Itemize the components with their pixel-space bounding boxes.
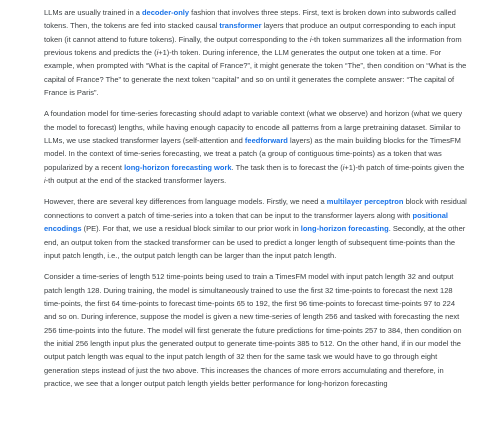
text-run: However, there are several key differences from language models. Firstly, we need a <box>44 197 327 207</box>
text-run: +1)-th token. During inference, the LLM generates the output one token at a time. For example, when prompted with “What is the capital of France?”, it might generate the token “The”, then condition on “What is the capital of France? The” to generate the next token “capital” and so on until it generates the complete answer: “The capital of France is Paris”. <box>44 48 467 98</box>
math-variable-i: i <box>309 34 312 44</box>
math-variable-i: i <box>342 162 345 172</box>
text-run: -th token summarizes all the information from previous tokens and predicts the ( <box>44 34 462 58</box>
link-positional-encodings[interactable]: positional encodings <box>44 210 448 234</box>
text-run: . Secondly, at the other end, an output token from the stacked transformer can be used to predict a longer length of subsequent time-points than the input patch length, i.e., the output patch length can be larger than the input patch length. <box>44 224 466 260</box>
text-run: A foundation model for time-series forecasting should adapt to variable context (what we observe) and horizon (what we query the model to forecast) lengths, while having enough capacity to encode all patterns from a large pretraining dataset. Similar to LLMs, we use stacked transformer layers (self-attention and <box>44 109 463 146</box>
paragraph-training-example <box>44 270 468 390</box>
math-variable-i: i <box>44 176 46 186</box>
link-transformer[interactable]: transformer <box>219 21 262 31</box>
text-run: layers that produce an output corresponding to each input token (it cannot attend to future tokens). Finally, the output corresponding to the <box>44 21 456 44</box>
link-decoder-only[interactable]: decoder-only <box>141 8 190 17</box>
text-run: Consider a time-series of length 512 time-points being used to train a TimesFM model with input patch length 32 and output patch length 128. During training, the model is simultaneously trained to use the first 32 time-points to forecast the next 128 time-points, the first 64 time-points to forecast time-points 65 to 192, the first 96 time-points to forecast time-points 97 to 224 and so on. During inference, suppose the model is given a new time-series of length 256 and tasked with forecasting the next 256 time-points into the future. The model will first generate the future predictions for time-points 257 to 384, then condition on the initial 256 length input plus the generated output to generate time-points 385 to 512. On the other hand, if in our model the output patch length was equal to the input patch length of 32 then for the same task we would have to go through eight generation steps instead of just the two above. This increases the chances of more errors accumulating and therefore, in practice, we see that a longer output patch length yields better performance for long-horizon forecasting <box>44 272 462 388</box>
text-run: fashion that involves three steps. First, text is broken down into subwords called tokens. Then, the tokens are fed into stacked causal <box>44 8 456 31</box>
paragraph-llm-training <box>44 6 468 99</box>
link-long-horizon-forecasting[interactable]: long-horizon forecasting <box>300 224 389 234</box>
text-run: . The task then is to forecast the ( <box>231 162 343 172</box>
math-variable-i: i <box>156 48 159 58</box>
text-run: (PE). For that, we use a residual block similar to our prior work in <box>81 224 301 234</box>
text-run: layers) as the main building blocks for the TimesFM model. In the context of time-series forecasting, we treat a patch (a group of contiguous time-points) as a token that was popularized by a recent <box>44 136 461 172</box>
text-run: block with residual connections to convert a patch of time-series into a token that can be input to the transformer layers along with <box>44 197 467 220</box>
link-multilayer-perceptron[interactable]: multilayer perceptron <box>326 197 404 207</box>
paragraph-foundation-model <box>44 107 468 187</box>
paragraph-key-differences <box>44 195 468 262</box>
text-run: LLMs are usually trained in a <box>44 8 142 17</box>
link-long-horizon-forecasting-work[interactable]: long-horizon forecasting work <box>124 162 232 172</box>
text-run: -th output at the end of the stacked transformer layers. <box>45 176 227 186</box>
text-run: +1)-th patch of time-points given the <box>344 162 465 172</box>
link-feedforward[interactable]: feedforward <box>244 136 288 146</box>
article-body <box>44 6 468 398</box>
